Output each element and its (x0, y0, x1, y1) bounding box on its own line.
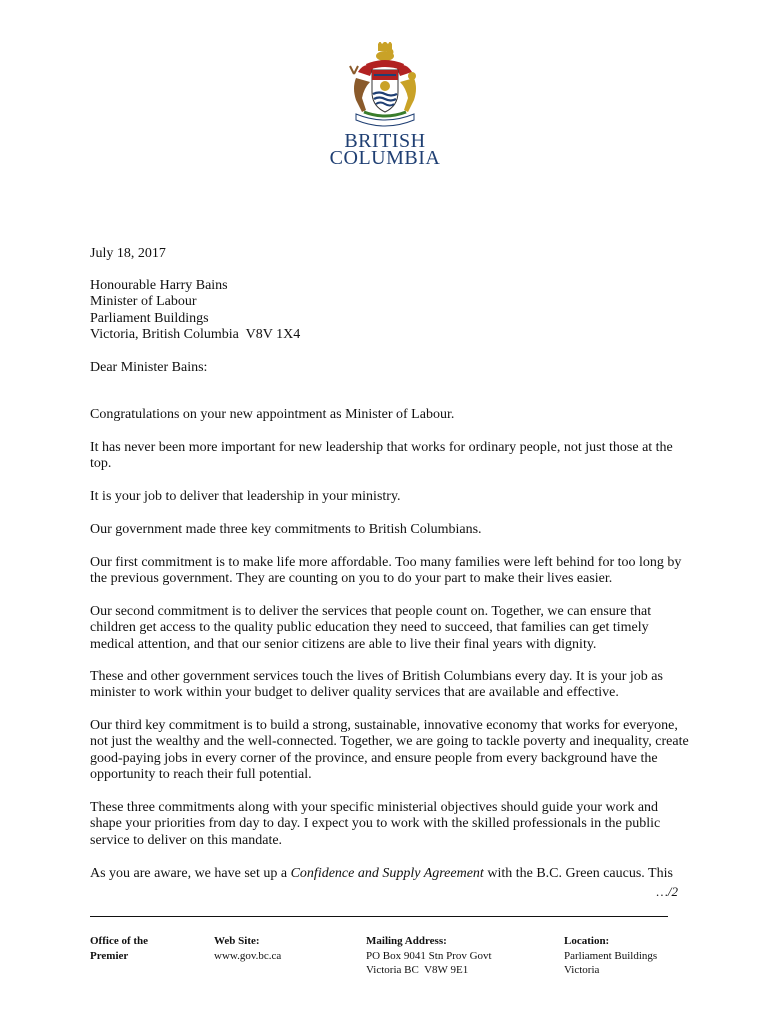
paragraph: Our first commitment is to make life more affordable. Too many families were left behind for too long by the previous government. They are counting on you to do your part to make their lives easier. (90, 555, 682, 587)
paragraph: These three commitments along with your specific ministerial objectives should guide your work and shape your priorities from day to day. I expect you to work with the skilled professionals in the public service to deliver on this mandate. (90, 800, 661, 848)
paragraph: Our second commitment is to deliver the services that people count on. Together, we can ensure that children get access to the quality public education they need to succeed, that families can get timely medical attention, and that our senior citizens are able to live their final years with dignity. (90, 604, 652, 652)
letter-date: July 18, 2017 (90, 246, 166, 261)
paragraph: Congratulations on your new appointment as Minister of Labour. (90, 407, 455, 422)
footer-website-label: Web Site: (214, 935, 260, 947)
address-line: Honourable Harry Bains (90, 278, 228, 293)
footer-office (90, 934, 148, 963)
page-continuation-marker: …/2 (656, 884, 678, 899)
footer-mailing-address (366, 934, 492, 978)
logo-text-british: BRITISH (344, 130, 426, 152)
footer-mailing-label: Mailing Address: (366, 935, 447, 947)
footer-mailing-line: PO Box 9041 Stn Prov Govt (366, 949, 492, 962)
footer-website-link[interactable]: www.gov.bc.ca (214, 949, 282, 962)
address-line: Minister of Labour (90, 294, 197, 310)
footer-divider (90, 916, 668, 917)
footer-mailing-line: Victoria BC V8W 9E1 (366, 964, 469, 976)
paragraph: It has never been more important for new leadership that works for ordinary people, not just those at the top. (90, 440, 673, 472)
footer-location (564, 934, 657, 978)
footer-office-line: Office of the (90, 935, 149, 947)
salutation: Dear Minister Bains: (90, 360, 208, 375)
footer-office-line: Premier (90, 949, 129, 962)
paragraph: Our third key commitment is to build a strong, sustainable, innovative economy that works for everyone, not just the wealthy and the well-connected. Together, we are going to tackle poverty and inequality, create good-paying jobs in every corner of the province, and ensure people from every background have the opportunity to reach their full potential. (90, 718, 689, 783)
paragraph: Our government made three key commitments to British Columbians. (90, 522, 482, 537)
paragraph-text: with the B.C. Green caucus. This (483, 866, 673, 881)
agreement-title: Confidence and Supply Agreement (290, 866, 484, 881)
logo-text-columbia: COLUMBIA (329, 147, 441, 169)
paragraph: These and other government services touch the lives of British Columbians every day. It is your job as minister to work within your budget to deliver quality services that are available and effective. (90, 669, 663, 701)
address-line: Parliament Buildings (90, 310, 209, 326)
paragraph: It is your job to deliver that leadership in your ministry. (90, 489, 401, 504)
paragraph-text: As you are aware, we have set up a (90, 866, 291, 881)
footer-website (214, 934, 281, 963)
footer-location-line: Victoria (564, 964, 600, 976)
recipient-address (90, 278, 690, 344)
address-line: Victoria, British Columbia V8V 1X4 (90, 327, 301, 343)
paragraph (90, 866, 690, 882)
bc-coat-of-arms-icon (344, 42, 426, 128)
footer-location-label: Location: (564, 935, 610, 947)
footer-location-line: Parliament Buildings (564, 949, 658, 962)
